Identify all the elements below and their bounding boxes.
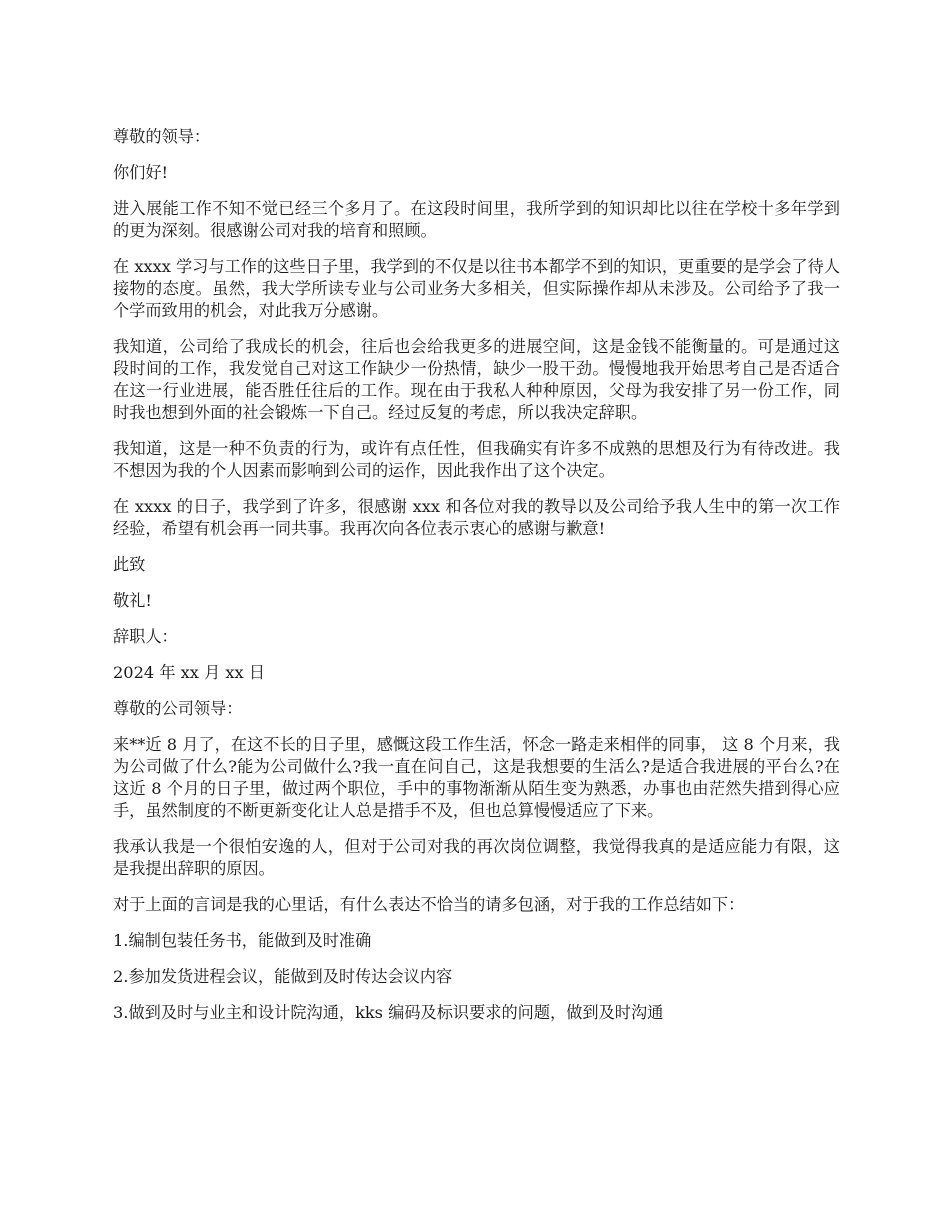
list-item: 1.编制包装任务书，能做到及时准确 (113, 931, 372, 950)
body-paragraph: 进入展能工作不知不觉已经三个多月了。在这段时间里，我所学到的知识却比以往在学校十多年学到的更为深刻。很感谢公司对我的培育和照顾。 (113, 199, 840, 240)
closing-regards: 敬礼! (113, 591, 152, 610)
closing-line: 此致 (113, 555, 146, 574)
date-line: 2024 年 xx 月 xx 日 (113, 663, 266, 682)
greeting: 你们好! (113, 163, 169, 182)
body-paragraph: 我知道，这是一种不负责的行为，或许有点任性，但我确实有许多不成熟的思想及行为有待改进。我不想因为我的个人因素而影响到公司的运作，因此我作出了这个决定。 (113, 439, 840, 480)
body-paragraph: 我承认我是一个很怕安逸的人，但对于公司对我的再次岗位调整，我觉得我真的是适应能力有限，这是我提出辞职的原因。 (113, 837, 840, 878)
salutation: 尊敬的领导： (113, 127, 211, 146)
body-paragraph: 来**近 8 月了，在这不长的日子里，感慨这段工作生活，怀念一路走来相伴的同事， 这 8 个月来，我为公司做了什么?能为公司做什么?我一直在问自己，这是我想要的生活么?是适合我进展的平台么?在这近 8 个月的日子里，做过两个职位，手中的事物渐渐从陌生变为熟悉，办事也由茫然失措到得心应手，虽然制度的不断更新变化让人总是措手不及，但也总算慢慢适应了下来。 (113, 735, 840, 820)
list-item: 2.参加发货进程会议，能做到及时传达会议内容 (113, 967, 453, 986)
list-item: 3.做到及时与业主和设计院沟通，kks 编码及标识要求的问题，做到及时沟通 (113, 1003, 664, 1022)
body-paragraph: 对于上面的言词是我的心里话，有什么表达不恰当的请多包涵，对于我的工作总结如下： (113, 895, 745, 914)
body-paragraph: 在 xxxx 学习与工作的这些日子里，我学到的不仅是以往书本都学不到的知识，更重要的是学会了待人接物的态度。虽然，我大学所读专业与公司业务大多相关，但实际操作却从未涉及。公司给予了我一个学而致用的机会，对此我万分感谢。 (113, 257, 840, 320)
document-body (113, 126, 840, 1038)
salutation: 尊敬的公司领导： (113, 699, 243, 718)
body-paragraph: 在 xxxx 的日子，我学到了许多，很感谢 xxx 和各位对我的教导以及公司给予我人生中的第一次工作经验，希望有机会再一同共事。我再次向各位表示衷心的感谢与歉意! (113, 497, 840, 538)
signature-label: 辞职人： (113, 627, 178, 646)
body-paragraph: 我知道，公司给了我成长的机会，往后也会给我更多的进展空间，这是金钱不能衡量的。可是通过这段时间的工作，我发觉自己对这工作缺少一份热情，缺少一股干劲。慢慢地我开始思考自己是否适合在这一行业进展，能否胜任往后的工作。现在由于我私人种种原因，父母为我安排了另一份工作，同时我也想到外面的社会锻炼一下自己。经过反复的考虑，所以我决定辞职。 (113, 337, 840, 422)
